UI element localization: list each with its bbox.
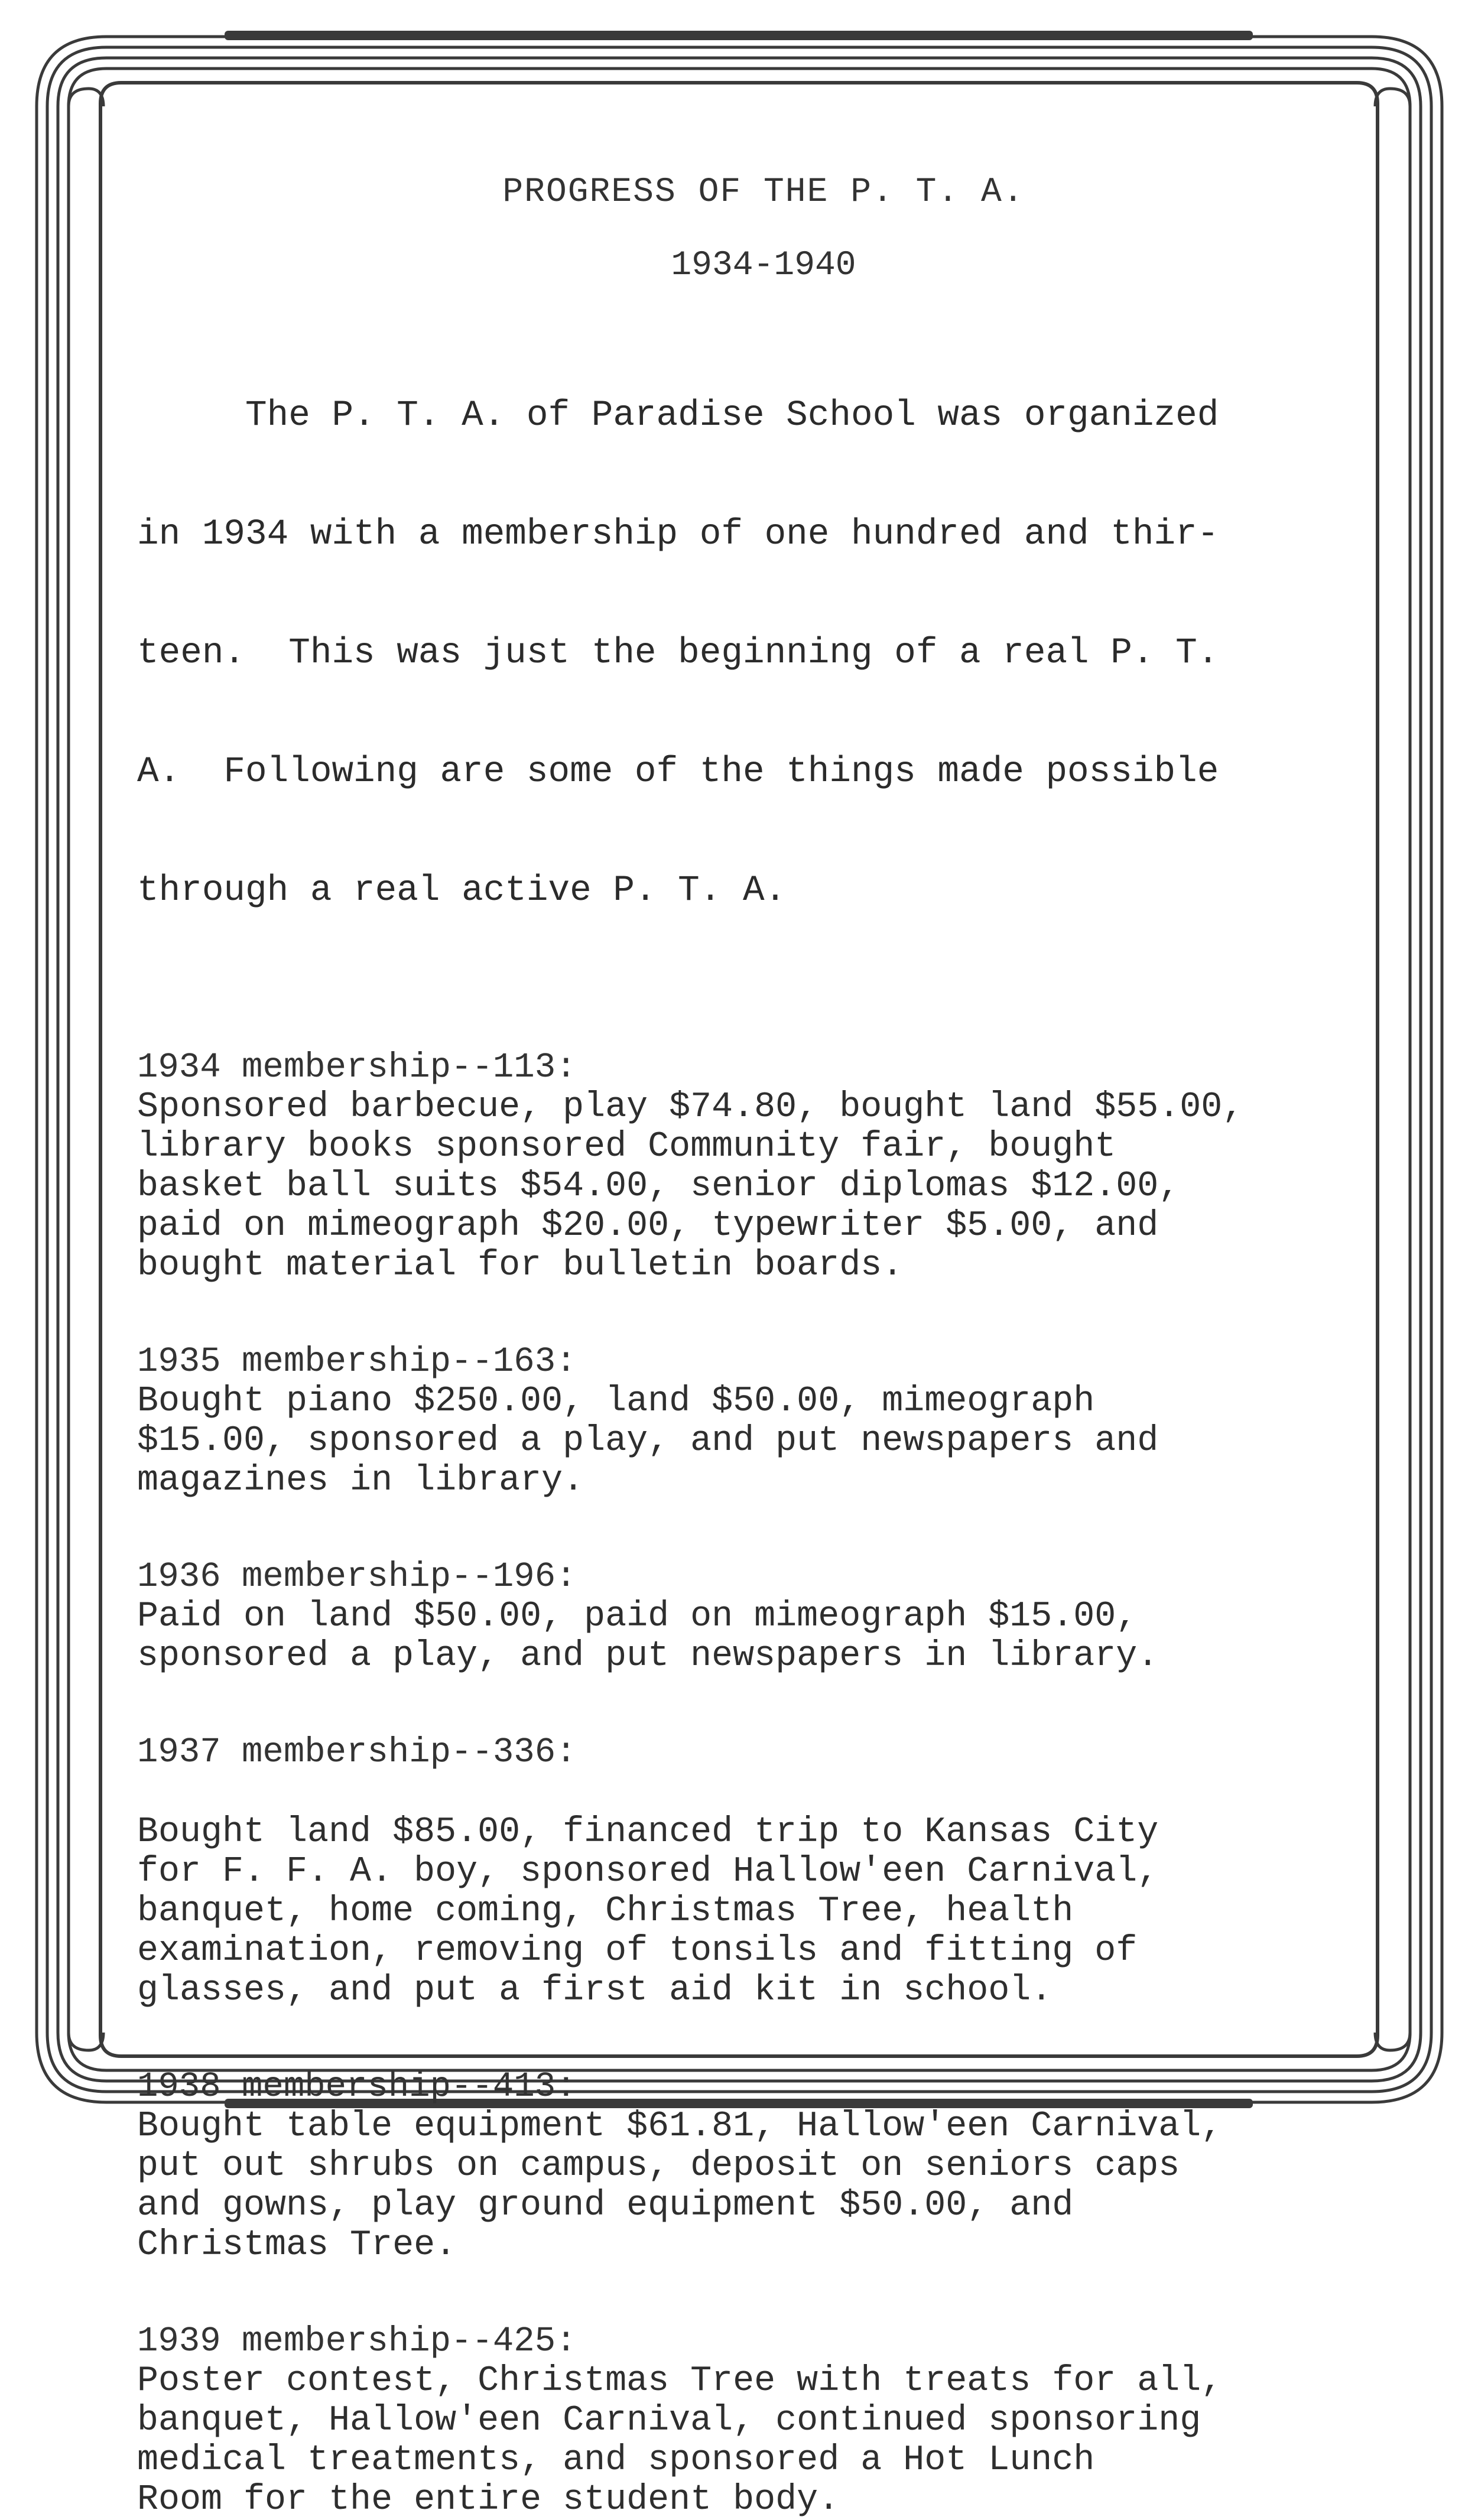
section-line: bought material for bulletin boards. bbox=[137, 1246, 904, 1286]
section-line: banquet, home coming, Christmas Tree, health bbox=[137, 1891, 1074, 1932]
page-years: 1934-1940 bbox=[671, 246, 856, 285]
section-line: Christmas Tree. bbox=[137, 2225, 457, 2265]
section-line: Room for the entire student body. bbox=[137, 2480, 840, 2520]
section-heading: 1934 membership--113: bbox=[137, 1048, 577, 1087]
section-1934 bbox=[137, 1048, 1390, 1286]
section-line: Paid on land $50.00, paid on mimeograph $15.00, bbox=[137, 1596, 1138, 1637]
section-heading: 1937 membership--336: bbox=[137, 1732, 577, 1772]
intro-line: in 1934 with a membership of one hundred and thir- bbox=[137, 514, 1219, 555]
section-line: put out shrubs on campus, deposit on seniors caps bbox=[137, 2146, 1180, 2186]
section-1939 bbox=[137, 2321, 1390, 2520]
section-line: Bought piano $250.00, land $50.00, mimeograph bbox=[137, 1381, 1095, 1422]
section-line: library books sponsored Community fair, bought bbox=[137, 1127, 1116, 1167]
section-line: examination, removing of tonsils and fitting of bbox=[137, 1931, 1138, 1971]
intro-paragraph bbox=[137, 317, 1390, 990]
section-line: Sponsored barbecue, play $74.80, bought land $55.00, bbox=[137, 1087, 1244, 1127]
intro-line: The P. T. A. of Paradise School was organized bbox=[137, 395, 1219, 436]
intro-line: through a real active P. T. A. bbox=[137, 870, 787, 911]
section-1937 bbox=[137, 1732, 1390, 2011]
section-line: banquet, Hallow'een Carnival, continued sponsoring bbox=[137, 2401, 1201, 2441]
section-1938 bbox=[137, 2067, 1390, 2265]
section-line: medical treatments, and sponsored a Hot Lunch bbox=[137, 2440, 1095, 2480]
intro-line: teen. This was just the beginning of a real P. T. bbox=[137, 633, 1219, 674]
intro-line: A. Following are some of the things made possible bbox=[137, 752, 1219, 792]
section-line: Bought land $85.00, financed trip to Kansas City bbox=[137, 1812, 1159, 1852]
section-line: glasses, and put a first aid kit in school. bbox=[137, 1971, 1053, 2011]
section-line: Bought table equipment $61.81, Hallow'een Carnival, bbox=[137, 2106, 1223, 2147]
section-1935 bbox=[137, 1342, 1390, 1501]
section-heading: 1939 membership--425: bbox=[137, 2321, 577, 2361]
section-line: $15.00, sponsored a play, and put newspapers and bbox=[137, 1421, 1159, 1461]
section-line: and gowns, play ground equipment $50.00, and bbox=[137, 2186, 1074, 2226]
section-line: paid on mimeograph $20.00, typewriter $5.00, and bbox=[137, 1206, 1159, 1246]
page-title: PROGRESS OF THE P. T. A. bbox=[502, 173, 1025, 212]
section-1936 bbox=[137, 1557, 1390, 1676]
section-line: Poster contest, Christmas Tree with treats for all, bbox=[137, 2361, 1223, 2401]
section-heading: 1935 membership--163: bbox=[137, 1342, 577, 1381]
section-heading: 1936 membership--196: bbox=[137, 1557, 577, 1596]
section-line: for F. F. A. boy, sponsored Hallow'een Carnival, bbox=[137, 1852, 1159, 1892]
section-line: magazines in library. bbox=[137, 1461, 584, 1501]
section-heading: 1938 membership--413: bbox=[137, 2067, 577, 2106]
section-line: basket ball suits $54.00, senior diplomas $12.00, bbox=[137, 1166, 1180, 1207]
document-body bbox=[137, 171, 1390, 2520]
section-line: sponsored a play, and put newspapers in library. bbox=[137, 1636, 1159, 1676]
